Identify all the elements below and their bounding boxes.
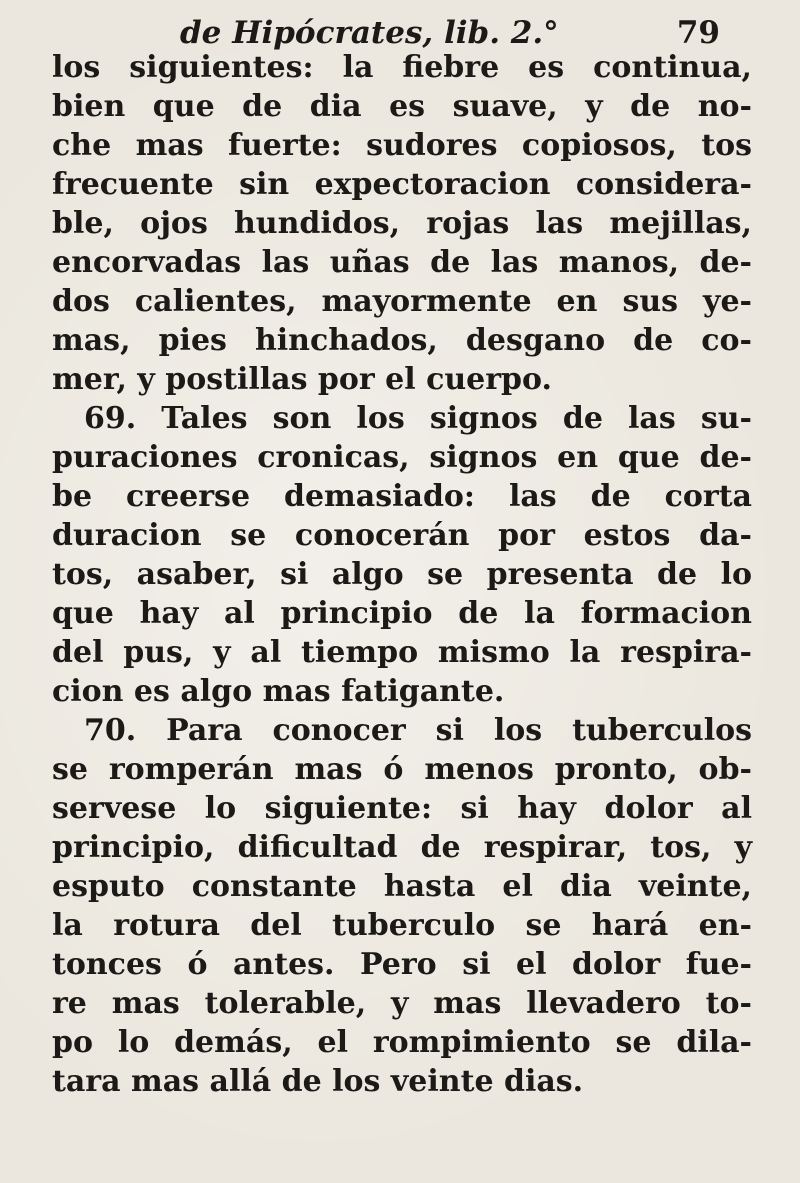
text-line: encorvadas las uñas de las manos, de- (52, 245, 752, 280)
text-line: re mas tolerable, y mas llevadero to- (52, 986, 752, 1021)
running-title: de Hipócrates, lib. 2.° (180, 15, 559, 51)
text-line: frecuente sin expectoracion considera- (52, 167, 752, 202)
text-line: be creerse demasiado: las de corta (52, 479, 752, 514)
text-line: che mas fuerte: sudores copiosos, tos (52, 128, 752, 163)
body-text (52, 48, 752, 1101)
text-line: cion es algo mas fatigante. (52, 674, 505, 709)
text-line: servese lo siguiente: si hay dolor al (52, 791, 752, 826)
text-line: dos calientes, mayormente en sus ye- (52, 284, 752, 319)
text-line: la rotura del tuberculo se hará en- (52, 908, 752, 943)
text-line: que hay al principio de la formacion (52, 596, 752, 631)
text-line: del pus, y al tiempo mismo la respira- (52, 635, 752, 670)
page-number: 79 (676, 15, 720, 51)
text-line: mer, y postillas por el cuerpo. (52, 362, 552, 397)
paragraph-69-start: 69. Tales son los signos de las su- (84, 401, 752, 436)
text-line: bien que de dia es suave, y de no- (52, 89, 752, 124)
text-line: duracion se conocerán por estos da- (52, 518, 752, 553)
text-line: ble, ojos hundidos, rojas las mejillas, (52, 206, 752, 241)
text-line: tos, asaber, si algo se presenta de lo (52, 557, 752, 592)
text-line: tonces ó antes. Pero si el dolor fue- (52, 947, 752, 982)
text-line: mas, pies hinchados, desgano de co- (52, 323, 752, 358)
text-line: se romperán mas ó menos pronto, ob- (52, 752, 752, 787)
text-line: po lo demás, el rompimiento se dila- (52, 1025, 752, 1060)
text-line: esputo constante hasta el dia veinte, (52, 869, 752, 904)
paragraph-70-start: 70. Para conocer si los tuberculos (84, 713, 752, 748)
text-line: puraciones cronicas, signos en que de- (52, 440, 752, 475)
text-line: tara mas allá de los veinte dias. (52, 1064, 584, 1099)
text-line: los siguientes: la fiebre es continua, (52, 50, 752, 85)
text-line: principio, dificultad de respirar, tos, y (52, 830, 752, 865)
